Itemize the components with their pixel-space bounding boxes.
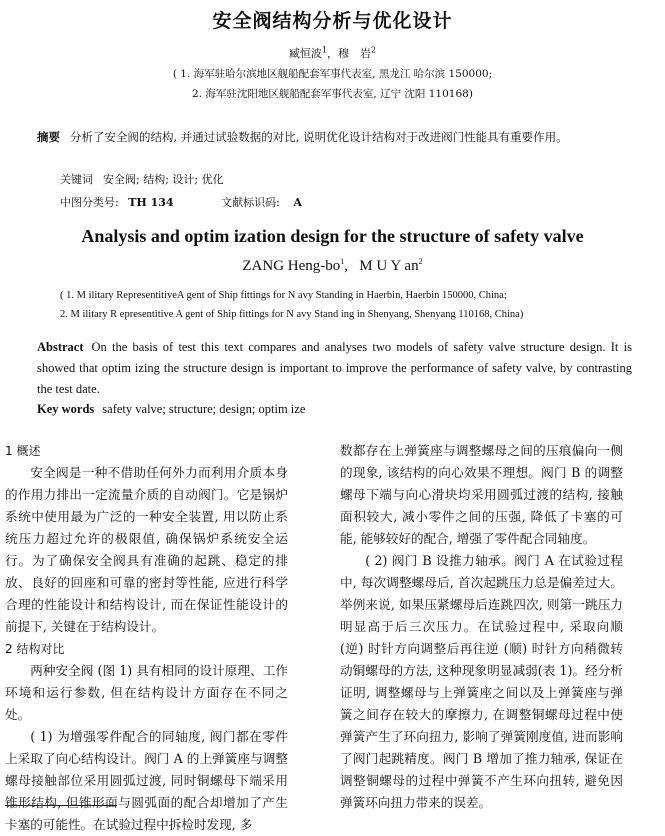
keywords-en-label: Key words — [37, 402, 95, 416]
abstract-en — [37, 337, 632, 400]
section-heading: 1 概述 — [5, 444, 41, 458]
abstract-cn-text: 分析了安全阀的结构, 并通过试验数据的对比, 说明优化设计结构对于改进阀门性能具有重要作用。 — [70, 130, 568, 144]
affiliation-cn-1: ( 1. 海军驻哈尔滨地区舰船配套军事代表室, 黑龙江 哈尔滨 150000; — [172, 68, 493, 80]
paper-title-en: Analysis and optim ization design for the structure of safety valve — [81, 226, 584, 246]
abstract-cn-label: 摘要 — [37, 130, 60, 144]
author-2-en-sup: 2 — [418, 257, 423, 266]
footnote-rule — [5, 805, 117, 806]
clc-value: TH 134 — [128, 196, 174, 209]
body-paragraph: 安全阀是一种不借助任何外力而利用介质本身的作用力排出一定流量介质的自动阀门。它是锅炉系统中使用最为广泛的一种安全装置, 用以防止系统压力超过允许的极限值, 确保锅炉系统安全运行。为了确保安全阀具有准确的起跳、稳定的排放、良好的回座和可靠的密封等性能, 应进行科学合理的性能设计和结构设计, 而在保证性能设计的前提下, 关键在于结构设计。 — [5, 465, 288, 634]
author-sep-cn: ， — [327, 47, 338, 60]
keywords-cn-label: 关键词 — [60, 173, 93, 186]
clc-label: 中图分类号: — [60, 196, 119, 209]
author-2-cn-sup: 2 — [371, 45, 377, 55]
body-paragraph: 数都存在上弹簧座与调整螺母之间的压痕偏向一侧的现象, 该结构的向心效果不理想。阀门 B 的调整螺母下端与向心滑块均采用圆弧过渡的结构, 接触面积较大, 减小零件之间的压强, 降低了卡塞的可能, 能够较好的配合, 增强了零件配合同轴度。 — [340, 443, 623, 546]
body-column-left — [5, 440, 288, 836]
affiliation-en-1: ( 1. M ilitary RepresentitiveA gent of Ship fittings for N avy Standing in Haerbin, Haerbin 150000, China; — [60, 290, 507, 301]
keywords-en-text: safety valve; structure; design; optim ize — [102, 402, 306, 416]
author-sep-en: , — [344, 258, 360, 274]
authors-cn — [0, 45, 665, 61]
body-paragraph: ( 2) 阀门 B 设推力轴承。阀门 A 在试验过程中, 每次调整螺母后, 首次起跳压力总是偏差过大。举例来说, 如果压紧螺母后连跳四次, 则第一跳压力明显高于后三次压力。在试验过程中, 采取向顺 (逆) 时针方向调整后再往逆 (顺) 时针方向稍微转动铜螺母的方法, 这种现象明显减弱(表 1)。经分析证明, 调整螺母与上弹簧座之间以及上弹簧座与弹簧之间存在较大的摩擦力, 在调整铜螺母过程中使弹簧产生了环向扭力, 影响了弹簧刚度值, 进而影响了阀门起跳精度。阀门 B 增加了推力轴承, 保证在调整铜螺母的过程中弹簧不产生环向扭转, 避免因弹簧环向扭力带来的误差。 — [340, 553, 623, 810]
keywords-cn — [60, 171, 224, 187]
author-2-en: M U Y an — [359, 258, 419, 274]
abstract-en-label: Abstract — [37, 340, 84, 354]
author-1-en: ZANG Heng-bo — [242, 258, 341, 274]
classification-cn — [60, 194, 302, 210]
author-1-cn: 臧恒波 — [288, 47, 322, 60]
doc-code-label: 文献标识码: — [221, 196, 280, 209]
author-1-en-sup: 1 — [340, 257, 345, 266]
section-heading: 2 结构对比 — [5, 642, 65, 656]
keywords-cn-text: 安全阀; 结构; 设计; 优化 — [103, 173, 224, 186]
body-paragraph: 两种安全阀 (图 1) 具有相同的设计原理、工作环境和运行参数, 但在结构设计方面存在不同之处。 — [5, 663, 288, 722]
keywords-en — [37, 402, 305, 417]
abstract-en-text: On the basis of test this text compares and analyses two models of safety valve structure design. It is showed that optim izing the structure design is important to improve the performance of safety valve, by contrasting the test date. — [37, 340, 632, 396]
author-2-cn: 穆 岩 — [338, 47, 371, 60]
body-column-right — [340, 440, 623, 814]
body-paragraph: ( 1) 为增强零件配合的同轴度, 阀门都在零件上采取了向心结构设计。阀门 A 的上弹簧座与调整螺母接触部位采用圆弧过渡, 同时铜螺母下端采用锥形结构, 但锥形面与圆弧面的配合却增加了产生卡塞的可能性。在试验过程中拆检时发现, 多 — [5, 729, 288, 832]
author-1-cn-sup: 1 — [321, 45, 327, 55]
affiliation-en-2: 2. M ilitary R epresentitive A gent of Ship fittings for N avy Stand ing in Shenyang, Shenyang 110168, China) — [60, 309, 524, 320]
affiliation-cn-2: 2. 海军驻沈阳地区舰船配套军事代表室, 辽宁 沈阳 110168) — [192, 88, 473, 100]
doc-code-value: A — [293, 196, 302, 209]
paper-title-cn: 安全阀结构分析与优化设计 — [212, 10, 453, 32]
authors-en — [0, 258, 665, 275]
abstract-cn — [37, 127, 637, 148]
